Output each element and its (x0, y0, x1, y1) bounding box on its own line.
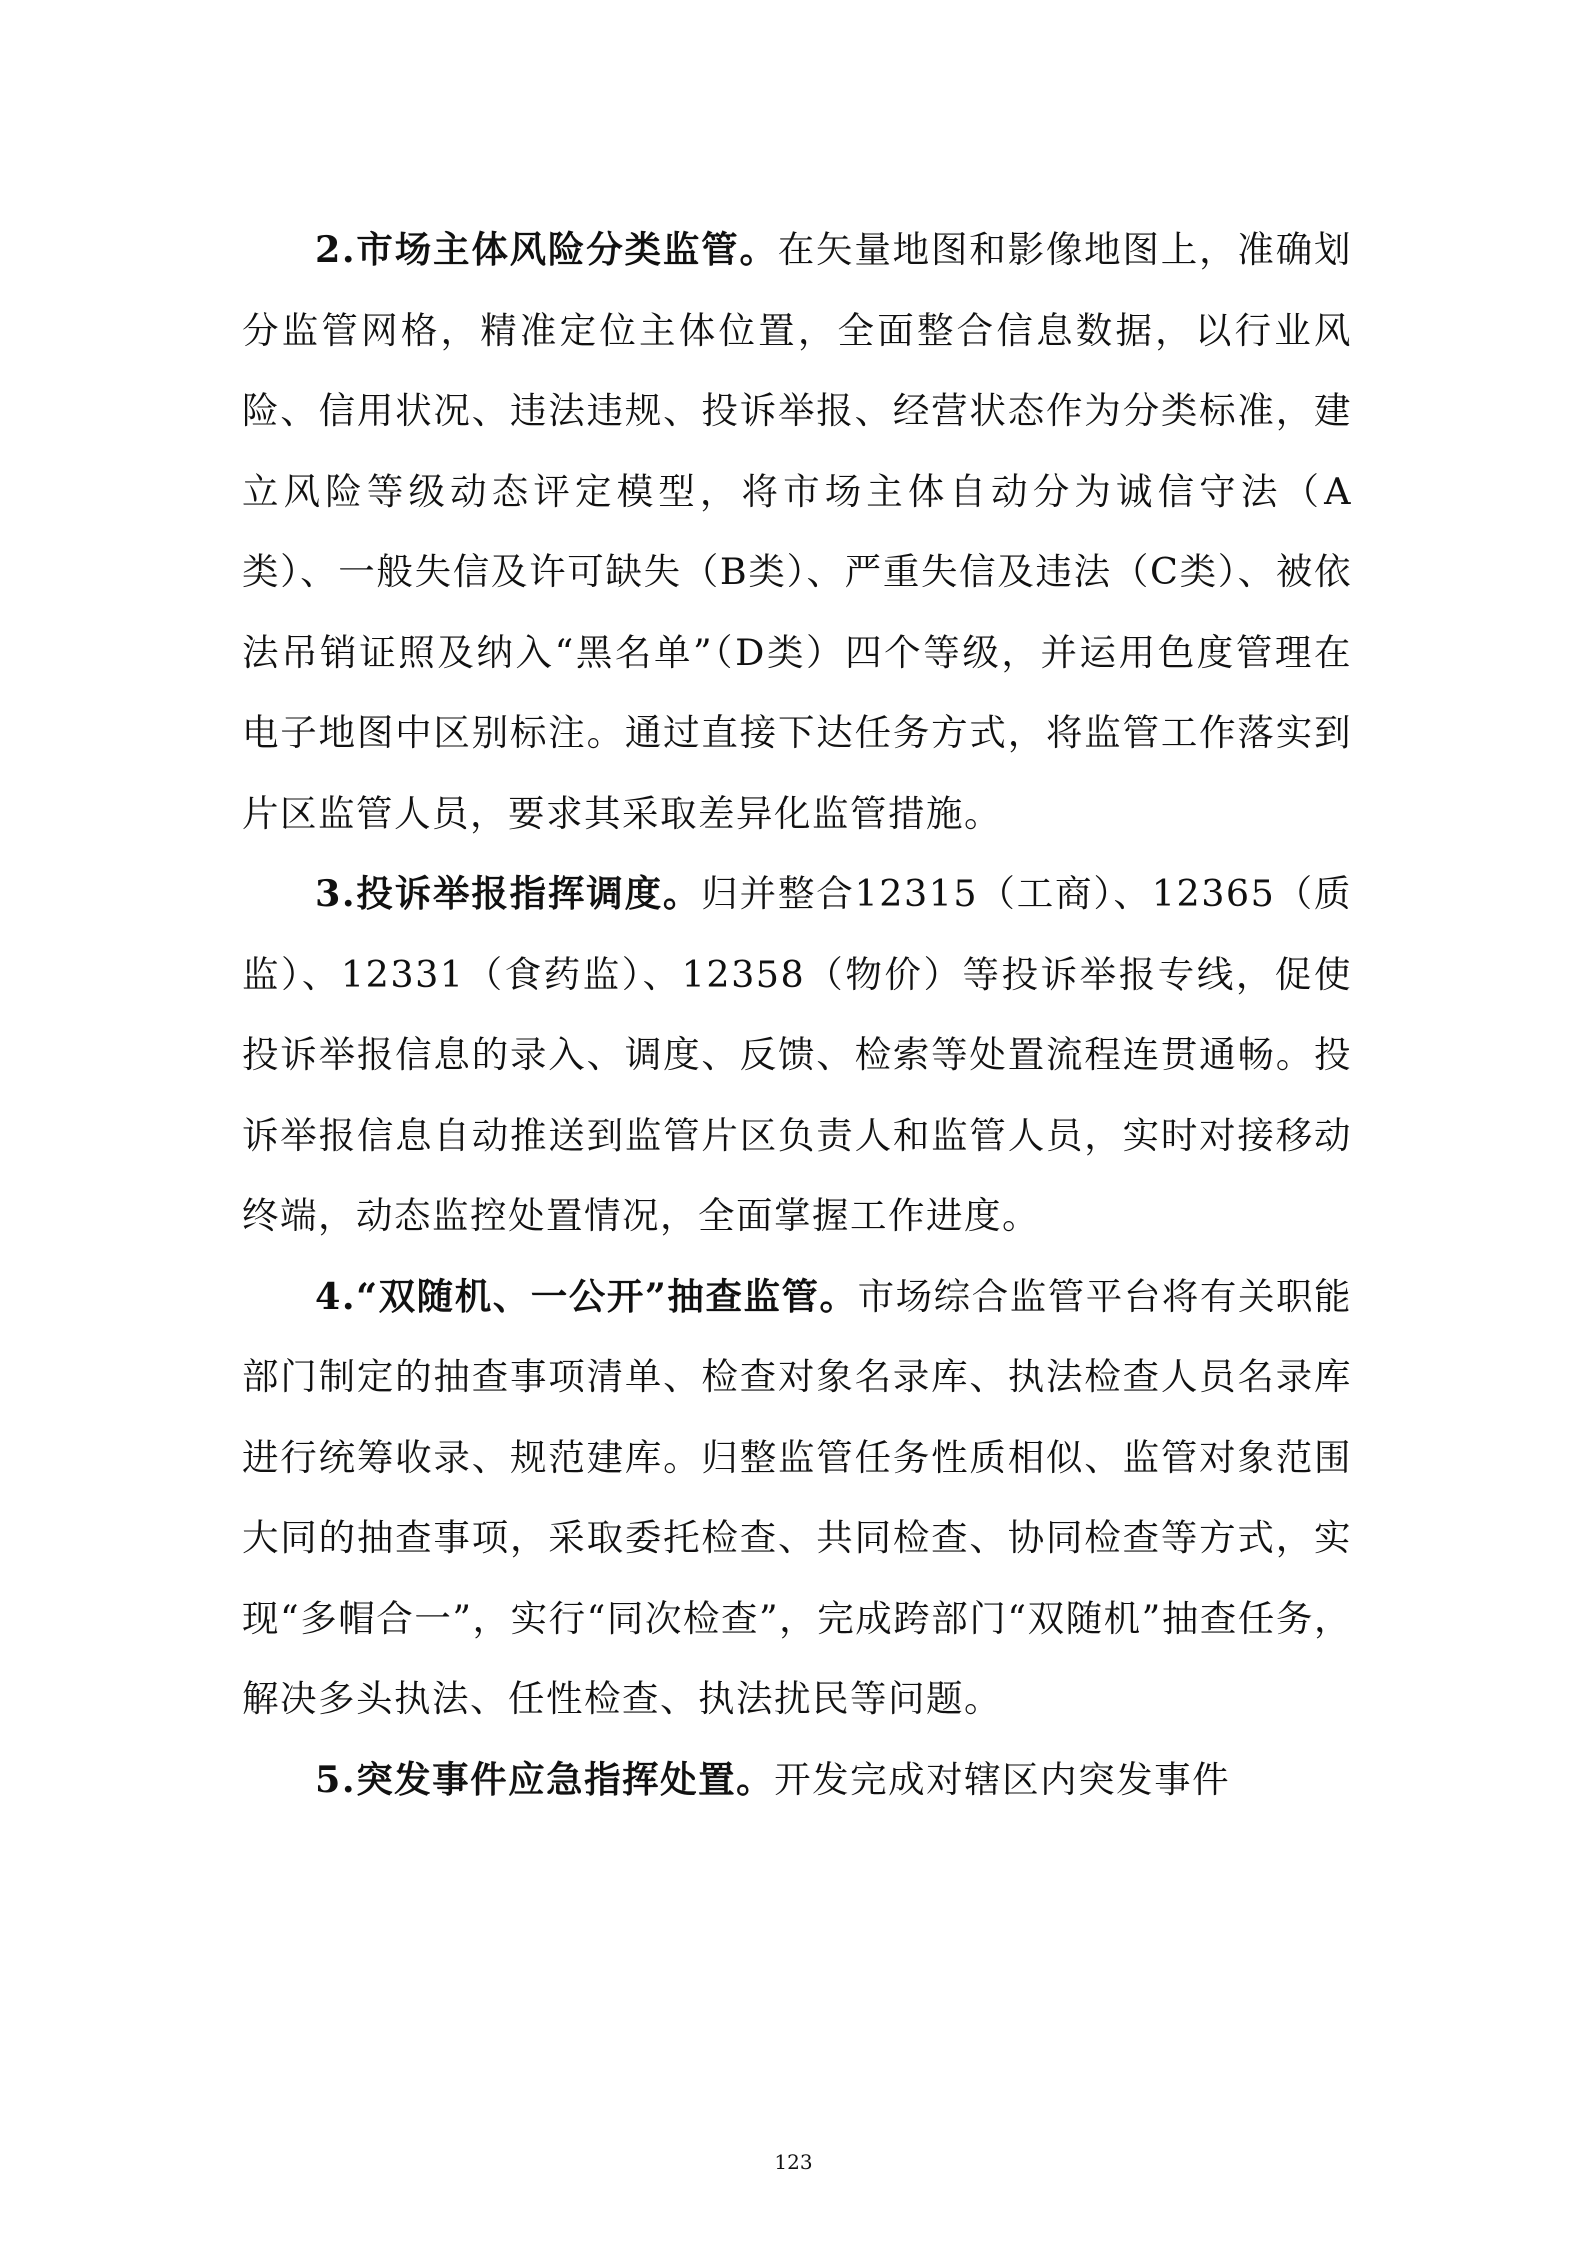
paragraph-body: 开发完成对辖区内突发事件 (774, 1757, 1231, 1801)
paragraph-heading: 3.投诉举报指挥调度。 (315, 872, 702, 915)
text-body (242, 210, 1352, 1820)
paragraph-random-inspection (242, 1257, 1352, 1740)
paragraph-heading: 2.市场主体风险分类监管。 (315, 228, 778, 271)
page-number: 123 (774, 2150, 813, 2174)
paragraph-body: 在矢量地图和影像地图上，准确划分监管网格，精准定位主体位置，全面整合信息数据，以行业风险、信用状况、违法违规、投诉举报、经营状态作为分类标准，建立风险等级动态评定模型，将市场主体自动分为诚信守法（A类）、一般失信及许可缺失（B类）、严重失信及违法（C类）、被依法吊销证照及纳入“黑名单”（D类）四个等级，并运用色度管理在电子地图中区别标注。通过直接下达任务方式，将监管工作落实到片区监管人员，要求其采取差异化监管措施。 (242, 228, 1352, 835)
paragraph-emergency-response (242, 1740, 1352, 1821)
paragraph-body: 市场综合监管平台将有关职能部门制定的抽查事项清单、检查对象名录库、执法检查人员名录库进行统筹收录、规范建库。归整监管任务性质相似、监管对象范围大同的抽查事项，采取委托检查、共同检查、协同检查等方式，实现“多帽合一”，实行“同次检查”，完成跨部门“双随机”抽查任务，解决多头执法、任性检查、执法扰民等问题。 (242, 1274, 1353, 1720)
paragraph-heading: 5.突发事件应急指挥处置。 (315, 1757, 775, 1801)
paragraph-market-risk-supervision (242, 210, 1352, 854)
paragraph-body: 归并整合12315（工商）、12365（质监）、12331（食药监）、12358（物价）等投诉举报专线，促使投诉举报信息的录入、调度、反馈、检索等处置流程连贯通畅。投诉举报信息自动推送到监管片区负责人和监管人员，实时对接移动终端，动态监控处置情况，全面掌握工作进度。 (242, 872, 1352, 1237)
paragraph-heading: 4.“双随机、一公开”抽查监管。 (315, 1274, 858, 1318)
paragraph-complaint-dispatch (242, 854, 1352, 1257)
